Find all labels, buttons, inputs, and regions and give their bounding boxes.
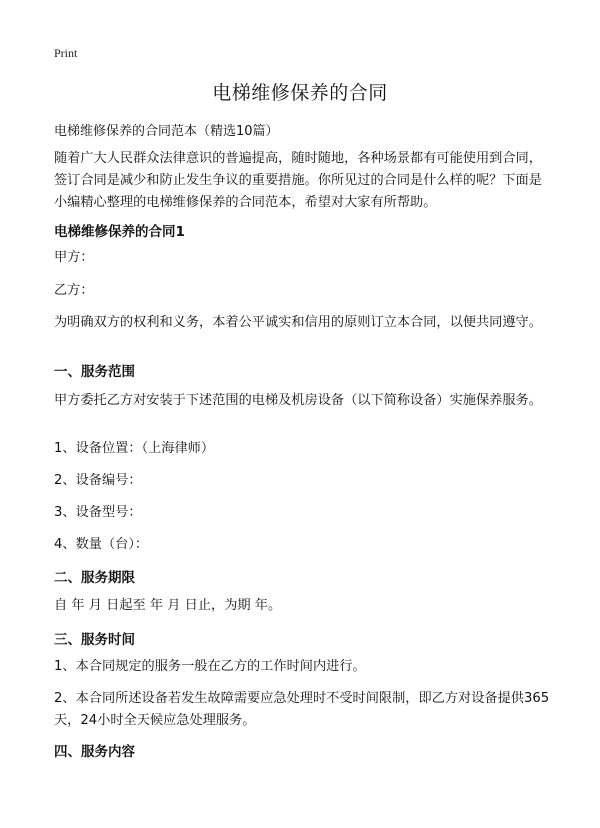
document-subtitle: 电梯维修保养的合同范本（精选10篇） — [54, 124, 279, 139]
list-item: 4、数量（台）： — [54, 537, 149, 552]
list-item: 3、设备型号： — [54, 505, 142, 520]
list-item: 1、设备位置：（上海律师） — [54, 441, 215, 456]
section-heading: 二、服务期限 — [54, 570, 135, 586]
list-item: 2、设备编号： — [54, 473, 142, 488]
party-b-line: 乙方： — [54, 283, 94, 298]
print-link[interactable]: Print — [54, 46, 78, 60]
section-paragraph: 甲方委托乙方对安装于下述范围的电梯及机房设备（以下简称设备）实施保养服务。 — [54, 393, 542, 408]
section-heading: 三、服务时间 — [54, 632, 135, 648]
purpose-paragraph: 为明确双方的权利和义务，本着公平诚实和信用的原则订立本合同，以便共同遵守。 — [54, 315, 542, 330]
list-item: 2、本合同所述设备若发生故障需要应急处理时不受时间限制，即乙方对设备提供365天，24小时全天候应急处理服务。 — [54, 691, 550, 728]
contract-heading: 电梯维修保养的合同1 — [54, 224, 185, 240]
section-heading: 四、服务内容 — [54, 744, 135, 760]
intro-paragraph: 随着广大人民群众法律意识的普遍提高，随时随地，各种场景都有可能使用到合同，签订合同是减少和防止发生争议的重要措施。你所见过的合同是什么样的呢？下面是小编精心整理的电梯维修保养的合同范本，希望对大家有所帮助。 — [54, 151, 542, 210]
list-item: 1、本合同规定的服务一般在乙方的工作时间内进行。 — [54, 659, 366, 674]
section-heading: 一、服务范围 — [54, 364, 135, 380]
party-a-line: 甲方： — [54, 250, 94, 265]
page-title: 电梯维修保养的合同 — [212, 82, 388, 104]
section-paragraph: 自 年 月 日起至 年 月 日止，为期 年。 — [54, 598, 282, 613]
